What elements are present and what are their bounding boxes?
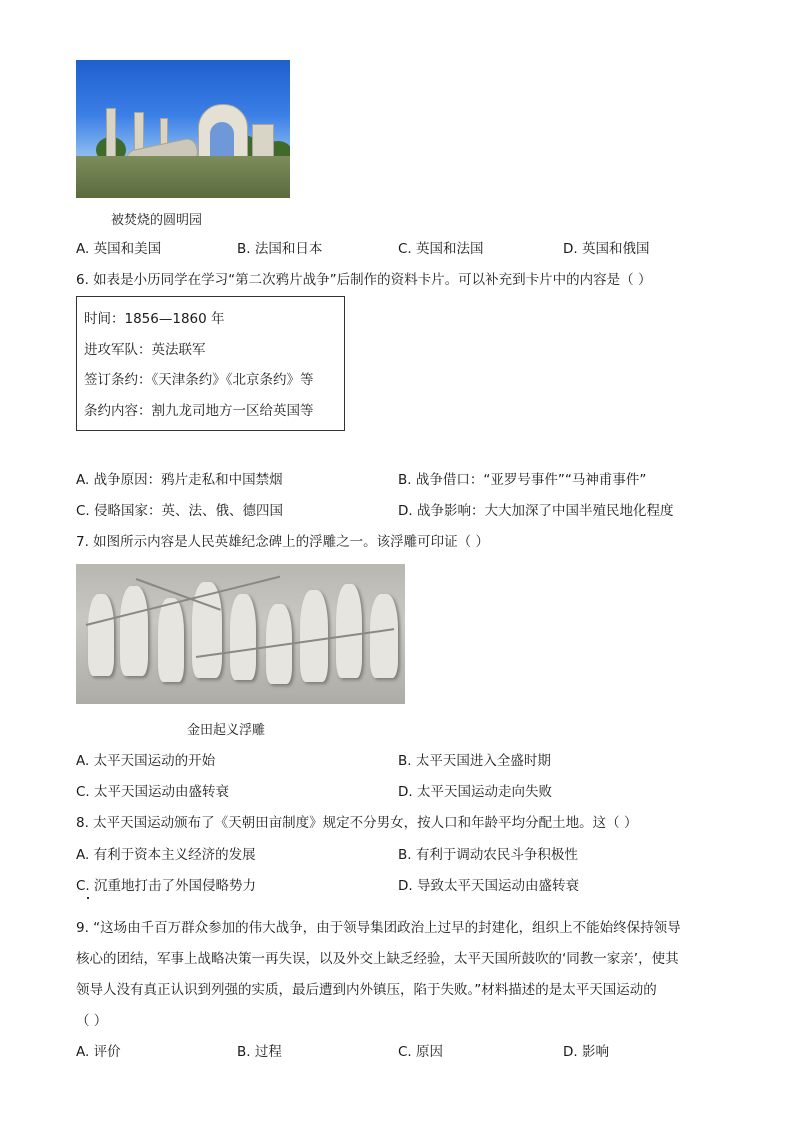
yuanmingyuan-ruins-photo bbox=[76, 60, 290, 198]
jintian-relief-photo bbox=[76, 564, 405, 704]
answer-bracket: （ ） bbox=[76, 1013, 108, 1029]
option-b: B. 法国和日本 bbox=[237, 241, 323, 257]
option-c: C. 太平天国运动由盛转衰 bbox=[76, 784, 230, 800]
question-stem: 6. 如表是小历同学在学习“第二次鸦片战争”后制作的资料卡片。可以补充到卡片中的内容是（ ） bbox=[76, 272, 652, 288]
option-a: A. 有利于资本主义经济的发展 bbox=[76, 847, 256, 863]
card-row: 签订条约：《天津条约》《北京条约》等 bbox=[84, 372, 314, 388]
card-row: 条约内容：割九龙司地方一区给英国等 bbox=[84, 403, 314, 419]
option-a: A. 评价 bbox=[76, 1044, 121, 1060]
option-a: A. 英国和美国 bbox=[76, 241, 162, 257]
option-a: A. 太平天国运动的开始 bbox=[76, 753, 216, 769]
question-stem: 7. 如图所示内容是人民英雄纪念碑上的浮雕之一。该浮雕可印证（ ） bbox=[76, 534, 489, 550]
option-b: B. 战争借口：“亚罗号事件”“马神甫事件” bbox=[398, 472, 647, 488]
question-stem-line: 9. “这场由千百万群众参加的伟大战争，由于领导集团政治上过早的封建化，组织上不能始终保持领导 bbox=[76, 920, 681, 936]
option-d: D. 英国和俄国 bbox=[563, 241, 650, 257]
image-caption: 被焚烧的圆明园 bbox=[111, 213, 203, 228]
option-c: C. 原因 bbox=[398, 1044, 444, 1060]
option-d: D. 导致太平天国运动由盛转衰 bbox=[398, 878, 579, 894]
option-d: D. 影响 bbox=[563, 1044, 609, 1060]
question-stem-line: 领导人没有真正认识到列强的实质，最后遭到内外镇压，陷于失败。”材料描述的是太平天国运动的 bbox=[76, 982, 657, 998]
card-row: 进攻军队：英法联军 bbox=[84, 342, 206, 358]
option-b: B. 有利于调动农民斗争积极性 bbox=[398, 847, 578, 863]
option-c: C. 英国和法国 bbox=[398, 241, 484, 257]
stray-mark bbox=[87, 897, 89, 899]
option-d: D. 战争影响：大大加深了中国半殖民地化程度 bbox=[398, 503, 674, 519]
option-c: C. 沉重地打击了外国侵略势力 bbox=[76, 878, 257, 894]
question-stem: 8. 太平天国运动颁布了《天朝田亩制度》规定不分男女，按人口和年龄平均分配土地。这（ ） bbox=[76, 815, 638, 831]
option-a: A. 战争原因：鸦片走私和中国禁烟 bbox=[76, 472, 283, 488]
option-c: C. 侵略国家：英、法、俄、德四国 bbox=[76, 503, 284, 519]
option-d: D. 太平天国运动走向失败 bbox=[398, 784, 552, 800]
option-b: B. 太平天国进入全盛时期 bbox=[398, 753, 551, 769]
info-card bbox=[76, 296, 345, 431]
question-stem-line: 核心的团结，军事上战略决策一再失误，以及外交上缺乏经验，太平天国所鼓吹的‘同教一家亲’，使其 bbox=[76, 951, 679, 967]
option-b: B. 过程 bbox=[237, 1044, 282, 1060]
card-row: 时间：1856—1860 年 bbox=[84, 311, 225, 327]
image-caption: 金田起义浮雕 bbox=[187, 723, 266, 738]
